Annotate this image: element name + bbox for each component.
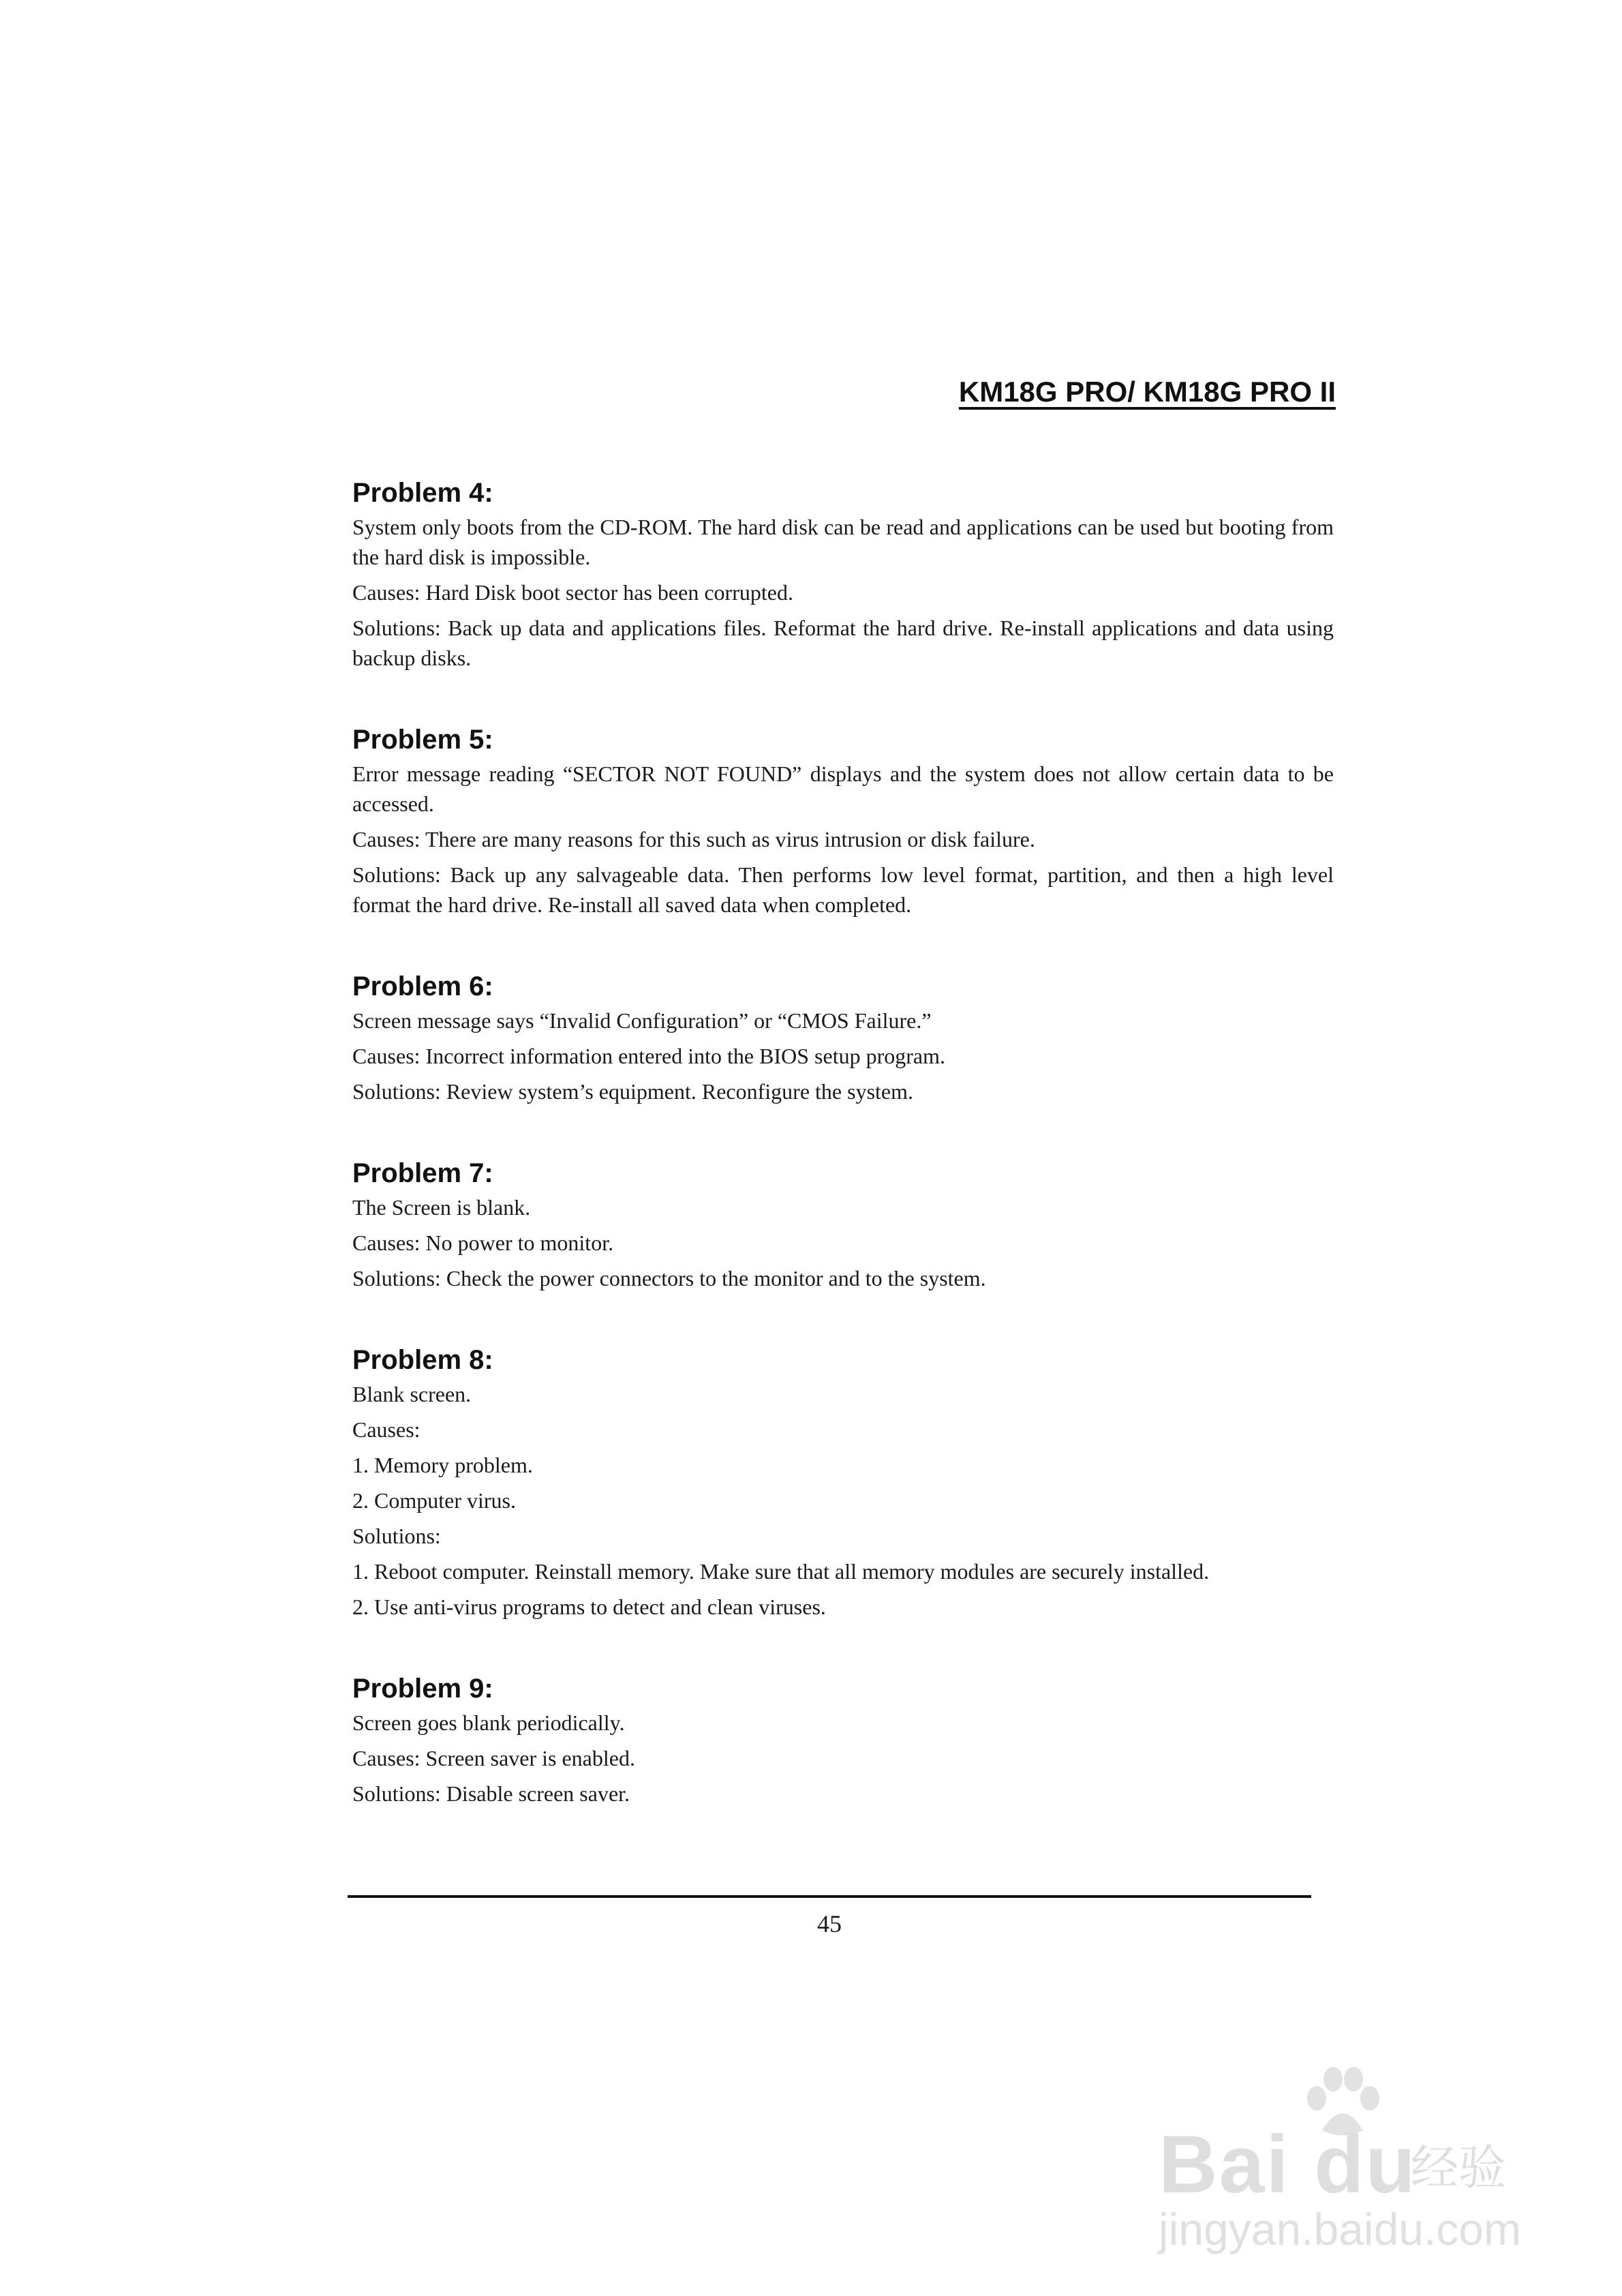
problem-9-description: Screen goes blank periodically.	[352, 1710, 625, 1735]
problem-8-solutions-heading: Solutions:	[352, 1524, 441, 1548]
problem-7-solutions: Solutions: Check the power connectors to the monitor and to the system.	[352, 1266, 986, 1290]
problem-6-description: Screen message says “Invalid Configuration” or “CMOS Failure.”	[352, 1008, 932, 1033]
problem-4-title: Problem 4:	[352, 478, 493, 508]
problem-8-causes-heading: Causes:	[352, 1417, 420, 1442]
problem-5-causes: Causes: There are many reasons for this such as virus intrusion or disk failure.	[352, 827, 1035, 851]
page-number: 45	[817, 1910, 842, 1937]
problem-8-solution-item: 2. Use anti-virus programs to detect and clean viruses.	[352, 1595, 826, 1619]
problem-7-causes: Causes: No power to monitor.	[352, 1230, 614, 1255]
page-header: KM18G PRO/ KM18G PRO II	[958, 376, 1336, 408]
problem-5-title: Problem 5:	[352, 725, 493, 755]
problem-5-solutions: Solutions: Back up any salvageable data. Then performs low level format, partition, and then a high level format the hard drive. Re-install all saved data when completed.	[352, 862, 1334, 917]
problem-6-title: Problem 6:	[352, 971, 493, 1001]
problem-5-description: Error message reading “SECTOR NOT FOUND” displays and the system does not allow certain data to be accessed.	[352, 761, 1334, 816]
problem-8-cause-item: 2. Computer virus.	[352, 1488, 516, 1513]
problem-6-section	[352, 967, 1334, 1106]
watermark-url: jingyan.baidu.com	[1159, 2204, 1521, 2254]
problem-9-solutions: Solutions: Disable screen saver.	[352, 1781, 630, 1806]
footer-divider	[348, 1895, 1311, 1898]
problem-8-title: Problem 8:	[352, 1345, 493, 1375]
problem-8-description: Blank screen.	[352, 1382, 472, 1406]
problem-7-title: Problem 7:	[352, 1158, 493, 1188]
troubleshooting-content	[352, 474, 1334, 1856]
problem-7-description: The Screen is blank.	[352, 1195, 531, 1220]
problem-4-description: System only boots from the CD-ROM. The hard disk can be read and applications can be used but booting from the hard disk is impossible.	[352, 515, 1334, 569]
watermark-brand: Bai du	[1159, 2119, 1417, 2210]
problem-4-section	[352, 474, 1334, 673]
problem-9-causes: Causes: Screen saver is enabled.	[352, 1746, 635, 1770]
problem-9-title: Problem 9:	[352, 1674, 493, 1704]
problem-6-causes: Causes: Incorrect information entered into the BIOS setup program.	[352, 1044, 945, 1068]
problem-8-section	[352, 1341, 1334, 1622]
watermark-cn-text: 经验	[1411, 2140, 1506, 2196]
problem-4-causes: Causes: Hard Disk boot sector has been corrupted.	[352, 580, 793, 605]
problem-7-section	[352, 1154, 1334, 1293]
problem-9-section	[352, 1670, 1334, 1809]
problem-6-solutions: Solutions: Review system’s equipment. Reconfigure the system.	[352, 1079, 914, 1104]
problem-8-cause-item: 1. Memory problem.	[352, 1453, 533, 1477]
baidu-watermark	[1159, 2066, 1540, 2256]
problem-4-solutions: Solutions: Back up data and applications files. Reformat the hard drive. Re-install applications and data using backup disks.	[352, 616, 1334, 670]
problem-5-section	[352, 721, 1334, 920]
problem-8-solution-item: 1. Reboot computer. Reinstall memory. Make sure that all memory modules are securely installed.	[352, 1559, 1210, 1584]
